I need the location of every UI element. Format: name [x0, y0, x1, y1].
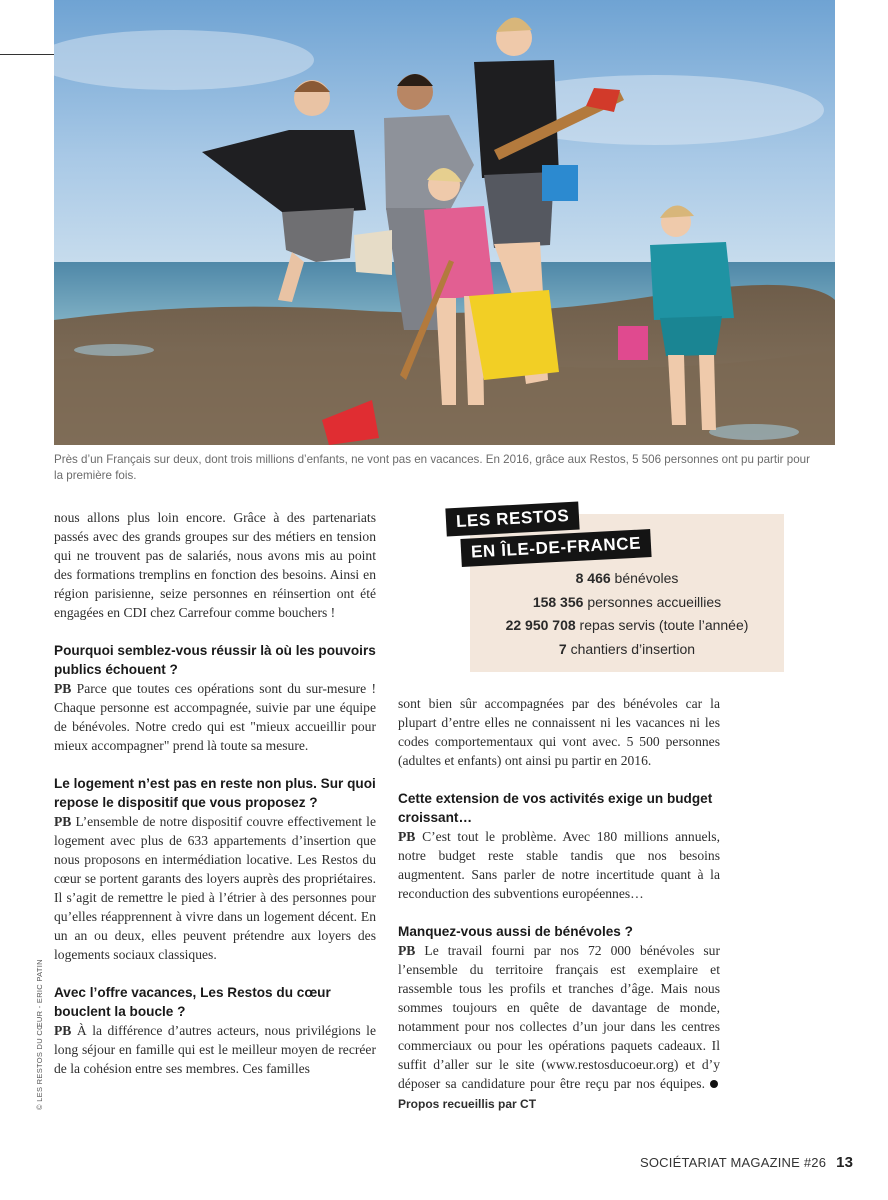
answer-5: PB Le travail fourni par nos 72 000 bénévoles sur l’ensemble du territoire français est exemplaire et rassemble tous les profils et tranches d’âge. Mais nous sommes toujours en quête de davantage de monde, notamment pour nos collectes d’un jour dans les centres commerciaux ou pour les opérations paquets cadeaux. Il suffit d’aller sur le site (www.restosducoeur.org) et d’y déposer sa candidature pour être reçu par nos équipes. Propos recueillis par CT — [398, 943, 720, 1111]
column-left — [54, 508, 376, 1078]
continuation-paragraph: sont bien sûr accompagnées par des bénévoles car la plupart d’entre elles ne connaissent ni les vacances ni les codes comportementaux qui vont avec. 5 500 personnes (adultes et enfants) ont ainsi pu partir en 2016. — [398, 696, 720, 768]
intro-paragraph: nous allons plus loin encore. Grâce à des partenariats passés avec des grands groupes sur des métiers en tension qui ne trouvent pas de salariés, nous avons mis au point des formations tremplins en fonction des besoins. Ainsi en région parisienne, seize personnes en réinsertion ont été engagées en CDI chez Carrefour comme bouchers ! — [54, 510, 376, 620]
speaker-label: PB — [398, 943, 416, 958]
photo-children-beach — [54, 0, 835, 445]
question-2: Le logement n’est pas en reste non plus. Sur quoi repose le dispositif que vous proposez ? — [54, 776, 376, 810]
speaker-label: PB — [54, 814, 72, 829]
page-number: 13 — [836, 1154, 854, 1171]
signoff: Propos recueillis par CT — [398, 1077, 720, 1111]
photo-caption: Près d’un Français sur deux, dont trois millions d’enfants, ne vont pas en vacances. En 2016, grâce aux Restos, 5 506 personnes ont pu partir pour la première fois. — [54, 453, 810, 482]
stat-meals-served: 22 950 708 repas servis (toute l’année) — [505, 617, 749, 633]
stat-people-welcomed: 158 356 personnes accueillies — [532, 594, 722, 610]
photo-credit: © LES RESTOS DU CŒUR - ERIC PATIN — [35, 959, 44, 1110]
speaker-label: PB — [54, 681, 72, 696]
stat-insertion-sites: 7 chantiers d’insertion — [558, 641, 696, 657]
stat-volunteers: 8 466 bénévoles — [575, 570, 679, 586]
top-rule — [0, 54, 54, 55]
question-3: Avec l’offre vacances, Les Restos du cœur bouclent la boucle ? — [54, 985, 331, 1019]
answer-3: PB À la différence d’autres acteurs, nous privilégions le long séjour en famille qui est le meilleur moyen de recréer de la cohésion entre ses membres. Ces familles — [54, 1023, 376, 1076]
speaker-label: PB — [398, 829, 416, 844]
stats-box-title-line2: EN ÎLE-DE-FRANCE — [460, 529, 651, 567]
column-right — [398, 694, 720, 1114]
bullet-dot-icon — [710, 1080, 718, 1088]
speaker-label: PB — [54, 1023, 72, 1038]
answer-2: PB L’ensemble de notre dispositif couvre effectivement le logement avec plus de 633 appartements d’insertion que nous proposons en intermédiation locative. Les Restos du cœur se portent garants des loyers auprès des propriétaires. Il s’agit de remettre le pied à l’étrier à des personnes pour qu’elles réapprennent à vivre dans un logement décent. En un an ou deux, elles peuvent prétendre aux loyers des logements sociaux classiques. — [54, 814, 376, 962]
question-4: Cette extension de vos activités exige un budget croissant… — [398, 791, 713, 825]
question-5: Manquez-vous aussi de bénévoles ? — [398, 924, 633, 939]
stats-box-title-line1: LES RESTOS — [445, 502, 580, 537]
answer-1: PB Parce que toutes ces opérations sont du sur-mesure ! Chaque personne est accompagnée, suivie par une équipe de bénévoles. Notre credo qui est "mieux accueillir pour mieux accompagner" prend là toute sa mesure. — [54, 681, 376, 753]
page-footer — [640, 1154, 853, 1171]
answer-4: PB C’est tout le problème. Avec 180 millions annuels, notre budget reste stable tandis que nos besoins augmentent. Sans parler de notre incertitude quant à la reconduction des subventions européennes… — [398, 829, 720, 901]
magazine-name: SOCIÉTARIAT MAGAZINE #26 — [640, 1155, 827, 1170]
question-1: Pourquoi semblez-vous réussir là où les pouvoirs publics échouent ? — [54, 643, 376, 677]
